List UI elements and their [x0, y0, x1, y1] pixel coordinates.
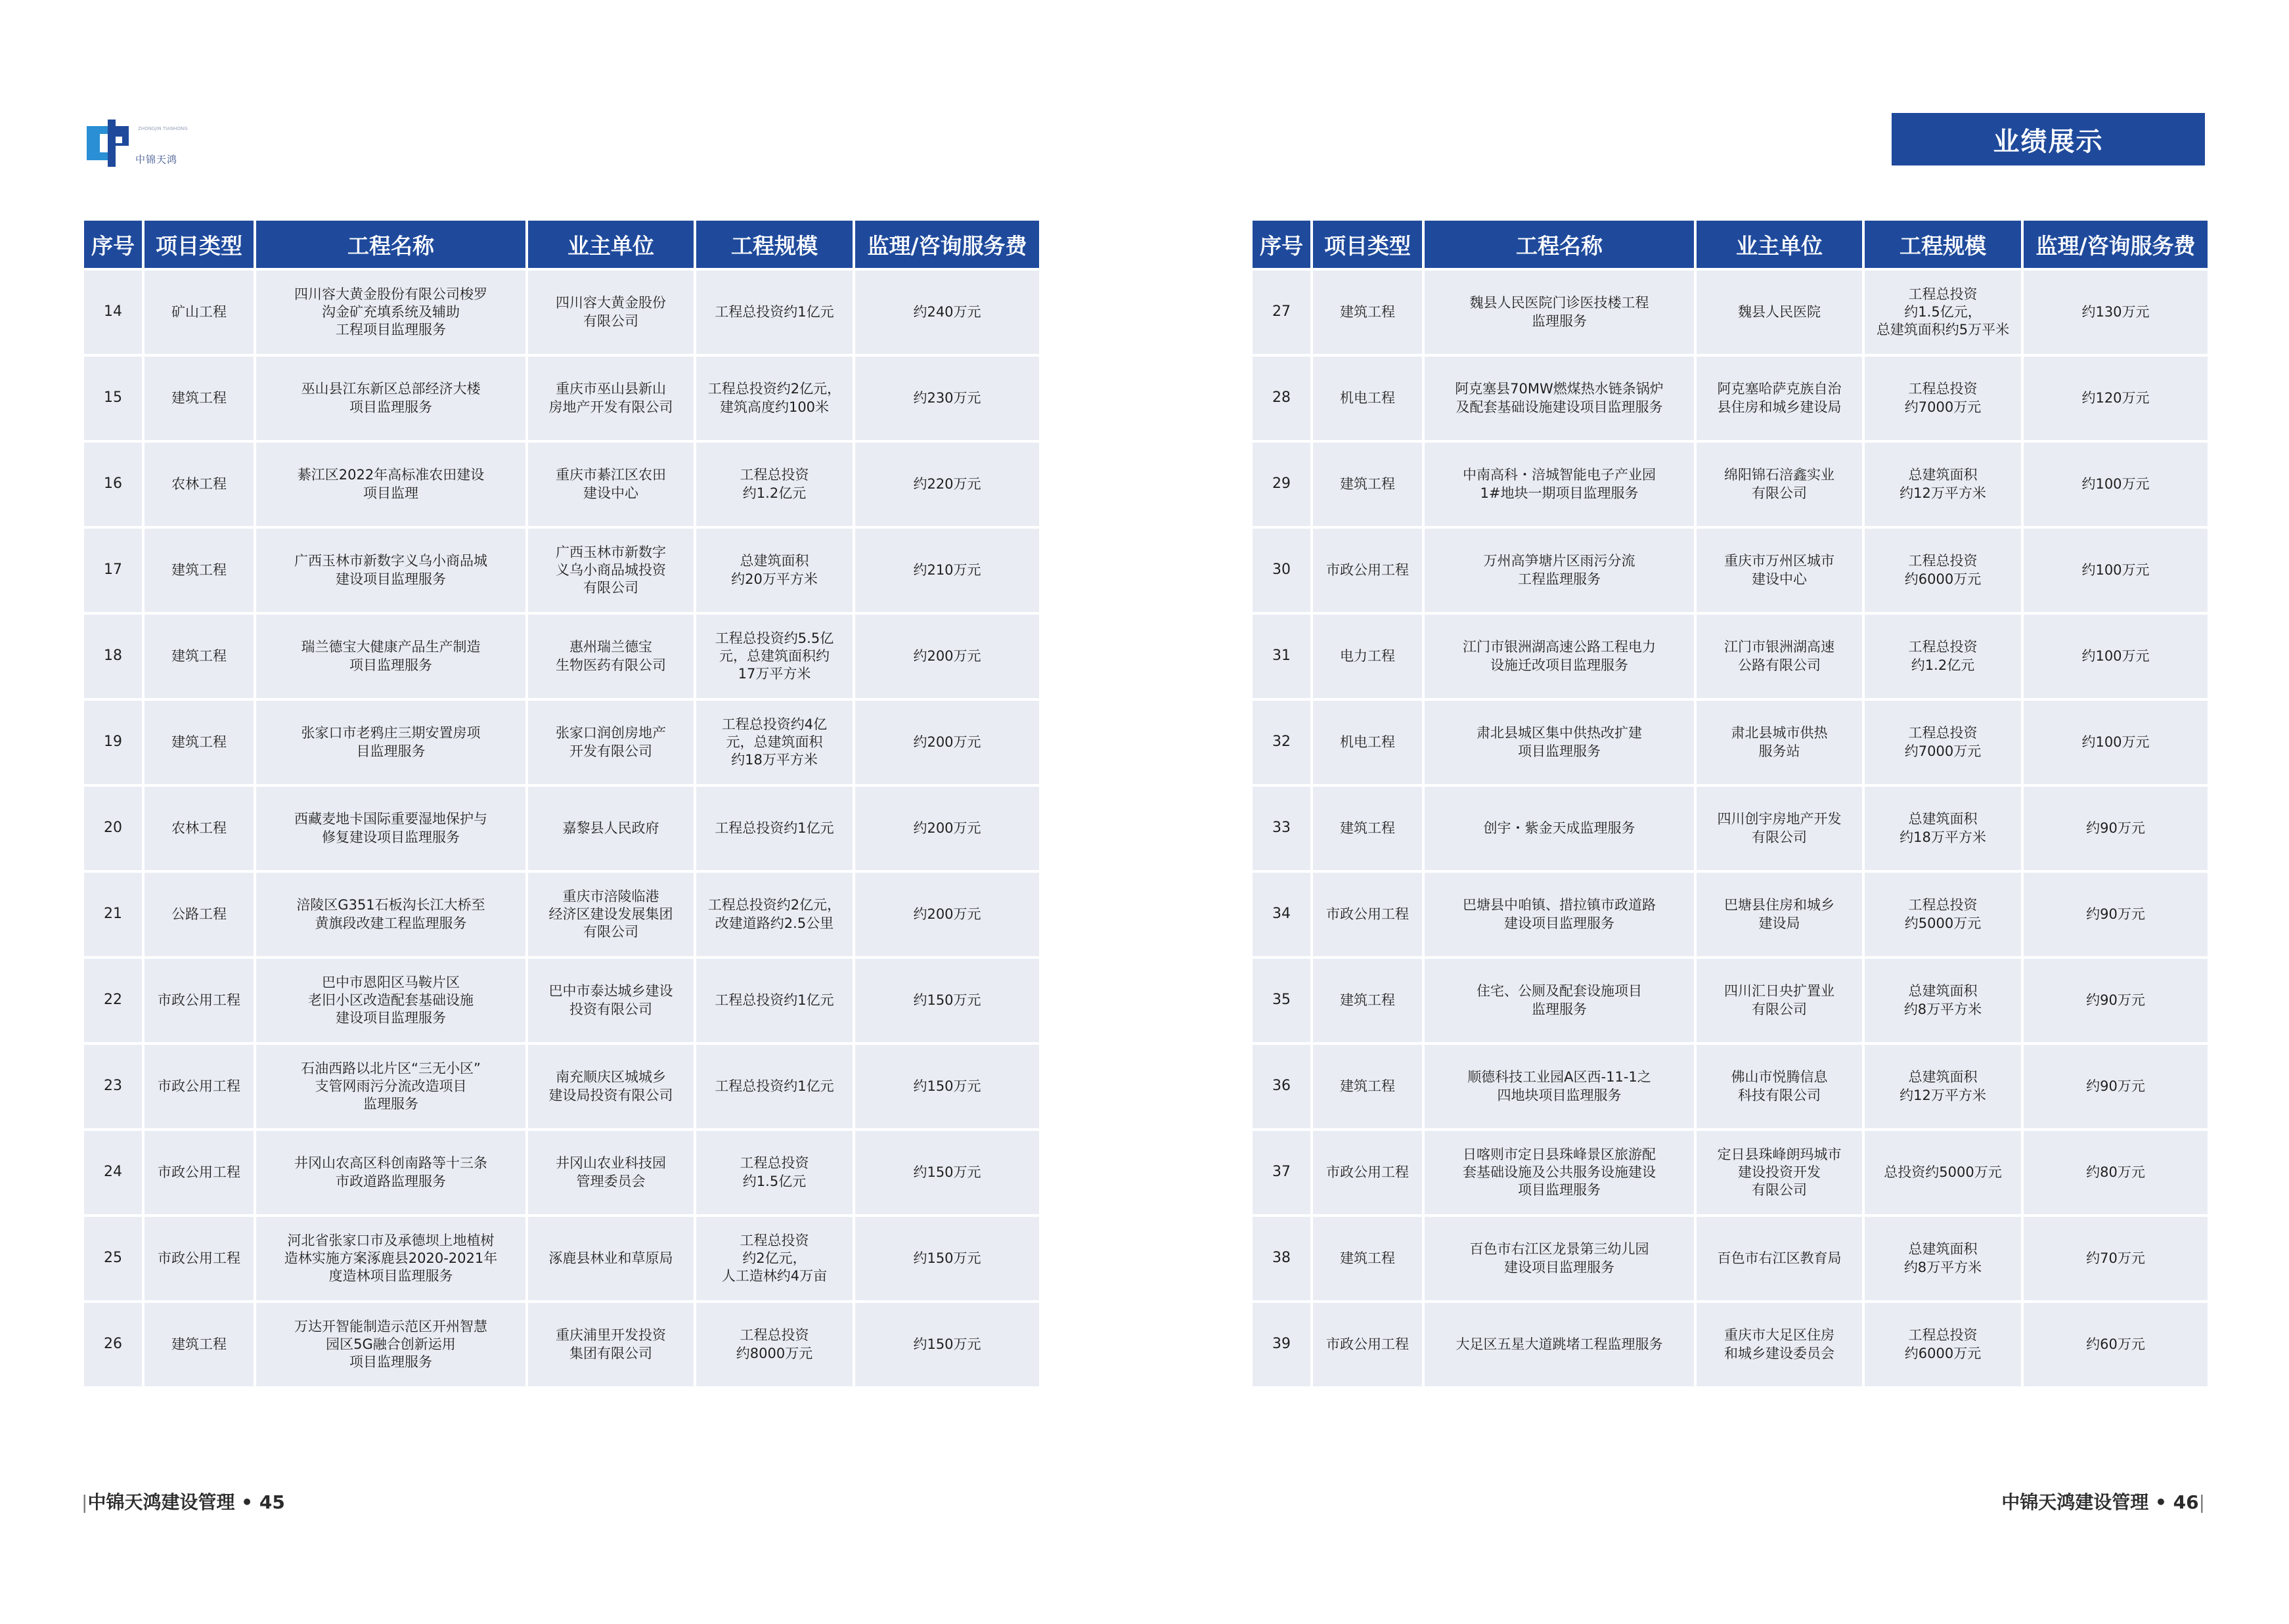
- cell-index: 19: [84, 701, 142, 784]
- cell-project-type: 建筑工程: [1313, 271, 1422, 354]
- cell-index: 23: [84, 1045, 142, 1128]
- cell-index: 27: [1253, 271, 1310, 354]
- performance-table-left: [81, 218, 1042, 1389]
- cell-fee: 约210万元: [855, 529, 1039, 612]
- cell-scale: 工程总投资约2亿元， 建筑高度约100米: [696, 357, 853, 440]
- cell-project-type: 市政公用工程: [1313, 1303, 1422, 1386]
- cell-owner: 百色市右江区教育局: [1697, 1217, 1862, 1300]
- cell-project-type: 市政公用工程: [144, 1131, 254, 1214]
- cell-scale: 工程总投资约1亿元: [696, 959, 853, 1042]
- cell-owner: 广西玉林市新数字 义乌小商品城投资 有限公司: [528, 529, 694, 612]
- cell-project-name: 顺德科技工业园A区西-11-1之 四地块项目监理服务: [1425, 1045, 1694, 1128]
- cell-index: 32: [1253, 701, 1310, 784]
- cell-scale: 工程总投资约5.5亿 元，总建筑面积约 17万平方米: [696, 615, 853, 698]
- cell-project-name: 大足区五星大道跳堵工程监理服务: [1425, 1303, 1694, 1386]
- table-row: [84, 1131, 1039, 1214]
- cell-fee: 约100万元: [2024, 443, 2208, 526]
- cell-owner: 巴中市泰达城乡建设 投资有限公司: [528, 959, 694, 1042]
- cell-scale: 工程总投资 约6000万元: [1865, 1303, 2021, 1386]
- table-row: [1253, 1303, 2208, 1386]
- cell-project-type: 机电工程: [1313, 357, 1422, 440]
- cell-index: 15: [84, 357, 142, 440]
- cell-index: 17: [84, 529, 142, 612]
- cell-project-name: 住宅、公厕及配套设施项目 监理服务: [1425, 959, 1694, 1042]
- table-row: [84, 357, 1039, 440]
- cell-scale: 工程总投资约1亿元: [696, 271, 853, 354]
- table-row: [84, 1045, 1039, 1128]
- cell-index: 16: [84, 443, 142, 526]
- cell-project-name: 巴中市恩阳区马鞍片区 老旧小区改造配套基础设施 建设项目监理服务: [256, 959, 525, 1042]
- cell-owner: 重庆市涪陵临港 经济区建设发展集团 有限公司: [528, 873, 694, 956]
- footer-page-label-45: 中锦天鸿建设管理 • 45: [87, 1491, 285, 1513]
- cell-scale: 工程总投资 约1.2亿元: [696, 443, 853, 526]
- table-body: [84, 271, 1039, 1386]
- cell-fee: 约200万元: [855, 873, 1039, 956]
- table-row: [1253, 873, 2208, 956]
- table-row: [84, 529, 1039, 612]
- column-header: 工程名称: [1425, 221, 1694, 268]
- cell-fee: 约120万元: [2024, 357, 2208, 440]
- cell-owner: 惠州瑞兰德宝 生物医药有限公司: [528, 615, 694, 698]
- cell-fee: 约100万元: [2024, 701, 2208, 784]
- cell-project-type: 市政公用工程: [1313, 1131, 1422, 1214]
- column-header: 工程规模: [696, 221, 853, 268]
- cell-project-type: 机电工程: [1313, 701, 1422, 784]
- cell-project-type: 建筑工程: [144, 615, 254, 698]
- table-row: [1253, 529, 2208, 612]
- cell-scale: 总建筑面积 约12万平方米: [1865, 1045, 2021, 1128]
- cell-project-type: 建筑工程: [1313, 959, 1422, 1042]
- table-row: [84, 1303, 1039, 1386]
- cell-owner: 肃北县城市供热 服务站: [1697, 701, 1862, 784]
- table-row: [84, 787, 1039, 870]
- cell-project-type: 建筑工程: [1313, 787, 1422, 870]
- column-header: 工程规模: [1865, 221, 2021, 268]
- cell-owner: 张家口润创房地产 开发有限公司: [528, 701, 694, 784]
- footer-divider: |: [2198, 1491, 2205, 1513]
- cell-project-name: 中南高科・涪城智能电子产业园 1#地块一期项目监理服务: [1425, 443, 1694, 526]
- cell-project-name: 张家口市老鸦庄三期安置房项 目监理服务: [256, 701, 525, 784]
- cell-project-name: 井冈山农高区科创南路等十三条 市政道路监理服务: [256, 1131, 525, 1214]
- cell-owner: 涿鹿县林业和草原局: [528, 1217, 694, 1300]
- cell-project-name: 肃北县城区集中供热改扩建 项目监理服务: [1425, 701, 1694, 784]
- cell-project-type: 建筑工程: [144, 357, 254, 440]
- table-row: [1253, 357, 2208, 440]
- cell-index: 25: [84, 1217, 142, 1300]
- cell-owner: 四川容大黄金股份 有限公司: [528, 271, 694, 354]
- cell-project-name: 百色市右江区龙景第三幼儿园 建设项目监理服务: [1425, 1217, 1694, 1300]
- table-row: [1253, 1217, 2208, 1300]
- cell-project-name: 瑞兰德宝大健康产品生产制造 项目监理服务: [256, 615, 525, 698]
- table-row: [1253, 787, 2208, 870]
- cell-owner: 重庆市綦江区农田 建设中心: [528, 443, 694, 526]
- cell-scale: 工程总投资 约7000万元: [1865, 357, 2021, 440]
- cell-project-name: 魏县人民医院门诊医技楼工程 监理服务: [1425, 271, 1694, 354]
- cell-fee: 约60万元: [2024, 1303, 2208, 1386]
- cell-index: 26: [84, 1303, 142, 1386]
- footer-divider: |: [81, 1491, 88, 1513]
- table-row: [1253, 1131, 2208, 1214]
- cell-project-name: 巫山县江东新区总部经济大楼 项目监理服务: [256, 357, 525, 440]
- cell-index: 39: [1253, 1303, 1310, 1386]
- cell-scale: 工程总投资约1亿元: [696, 787, 853, 870]
- cell-owner: 四川汇日央扩置业 有限公司: [1697, 959, 1862, 1042]
- company-logo-icon: [84, 117, 137, 169]
- cell-project-type: 建筑工程: [1313, 1217, 1422, 1300]
- cell-project-type: 建筑工程: [1313, 1045, 1422, 1128]
- logo-text: 中锦天鸿: [135, 154, 178, 165]
- cell-project-type: 农林工程: [144, 787, 254, 870]
- table-row: [1253, 701, 2208, 784]
- cell-project-name: 阿克塞县70MW燃煤热水链条锅炉 及配套基础设施建设项目监理服务: [1425, 357, 1694, 440]
- cell-project-type: 市政公用工程: [1313, 873, 1422, 956]
- cell-scale: 工程总投资 约6000万元: [1865, 529, 2021, 612]
- cell-project-type: 市政公用工程: [144, 1217, 254, 1300]
- table-header: [1253, 221, 2208, 268]
- cell-fee: 约220万元: [855, 443, 1039, 526]
- cell-fee: 约240万元: [855, 271, 1039, 354]
- cell-project-type: 农林工程: [144, 443, 254, 526]
- cell-scale: 总建筑面积 约12万平方米: [1865, 443, 2021, 526]
- cell-fee: 约100万元: [2024, 529, 2208, 612]
- cell-fee: 约200万元: [855, 701, 1039, 784]
- table-row: [1253, 271, 2208, 354]
- cell-owner: 重庆市大足区住房 和城乡建设委员会: [1697, 1303, 1862, 1386]
- cell-project-type: 建筑工程: [144, 1303, 254, 1386]
- column-header: 业主单位: [528, 221, 694, 268]
- cell-project-type: 市政公用工程: [144, 959, 254, 1042]
- cell-project-name: 西藏麦地卡国际重要湿地保护与 修复建设项目监理服务: [256, 787, 525, 870]
- table-row: [84, 443, 1039, 526]
- footer-page-label-46: 中锦天鸿建设管理 • 46: [2001, 1491, 2199, 1513]
- cell-project-name: 江门市银洲湖高速公路工程电力 设施迁改项目监理服务: [1425, 615, 1694, 698]
- cell-index: 37: [1253, 1131, 1310, 1214]
- column-header: 业主单位: [1697, 221, 1862, 268]
- cell-scale: 总建筑面积 约8万平方米: [1865, 1217, 2021, 1300]
- cell-owner: 重庆市万州区城市 建设中心: [1697, 529, 1862, 612]
- cell-fee: 约70万元: [2024, 1217, 2208, 1300]
- table-header: [84, 221, 1039, 268]
- cell-index: 22: [84, 959, 142, 1042]
- table-row: [84, 701, 1039, 784]
- cell-project-name: 綦江区2022年高标准农田建设 项目监理: [256, 443, 525, 526]
- cell-index: 33: [1253, 787, 1310, 870]
- cell-owner: 阿克塞哈萨克族自治 县住房和城乡建设局: [1697, 357, 1862, 440]
- cell-project-type: 市政公用工程: [1313, 529, 1422, 612]
- cell-scale: 工程总投资 约2亿元， 人工造林约4万亩: [696, 1217, 853, 1300]
- table-row: [84, 959, 1039, 1042]
- cell-index: 20: [84, 787, 142, 870]
- cell-index: 30: [1253, 529, 1310, 612]
- cell-fee: 约150万元: [855, 1045, 1039, 1128]
- cell-scale: 总投资约5000万元: [1865, 1131, 2021, 1214]
- cell-project-name: 涪陵区G351石板沟长江大桥至 黄旗段改建工程监理服务: [256, 873, 525, 956]
- cell-fee: 约90万元: [2024, 873, 2208, 956]
- cell-index: 28: [1253, 357, 1310, 440]
- cell-scale: 工程总投资约1亿元: [696, 1045, 853, 1128]
- cell-index: 35: [1253, 959, 1310, 1042]
- cell-project-name: 万达开智能制造示范区开州智慧 园区5G融合创新运用 项目监理服务: [256, 1303, 525, 1386]
- table-body: [1253, 271, 2208, 1386]
- cell-project-type: 市政公用工程: [144, 1045, 254, 1128]
- cell-fee: 约150万元: [855, 1217, 1039, 1300]
- cell-index: 18: [84, 615, 142, 698]
- column-header: 监理/咨询服务费: [2024, 221, 2208, 268]
- cell-project-type: 建筑工程: [144, 529, 254, 612]
- cell-scale: 总建筑面积 约8万平方米: [1865, 959, 2021, 1042]
- cell-fee: 约150万元: [855, 959, 1039, 1042]
- cell-fee: 约90万元: [2024, 959, 2208, 1042]
- cell-fee: 约80万元: [2024, 1131, 2208, 1214]
- cell-owner: 四川创宇房地产开发 有限公司: [1697, 787, 1862, 870]
- cell-owner: 定日县珠峰朗玛城市 建设投资开发 有限公司: [1697, 1131, 1862, 1214]
- cell-project-name: 石油西路以北片区“三无小区” 支管网雨污分流改造项目 监理服务: [256, 1045, 525, 1128]
- cell-scale: 工程总投资约2亿元， 改建道路约2.5公里: [696, 873, 853, 956]
- cell-scale: 工程总投资 约5000万元: [1865, 873, 2021, 956]
- cell-scale: 总建筑面积 约18万平方米: [1865, 787, 2021, 870]
- cell-fee: 约150万元: [855, 1303, 1039, 1386]
- cell-project-name: 创宇・紫金天成监理服务: [1425, 787, 1694, 870]
- cell-project-type: 建筑工程: [1313, 443, 1422, 526]
- logo-text-en: ZHONGJIN TIANHONG: [138, 126, 188, 131]
- cell-index: 14: [84, 271, 142, 354]
- cell-owner: 巴塘县住房和城乡 建设局: [1697, 873, 1862, 956]
- page-footer-left: [81, 1488, 285, 1514]
- cell-fee: 约150万元: [855, 1131, 1039, 1214]
- cell-owner: 南充顺庆区城城乡 建设局投资有限公司: [528, 1045, 694, 1128]
- cell-fee: 约100万元: [2024, 615, 2208, 698]
- table-row: [84, 271, 1039, 354]
- cell-owner: 嘉黎县人民政府: [528, 787, 694, 870]
- cell-index: 21: [84, 873, 142, 956]
- cell-index: 24: [84, 1131, 142, 1214]
- performance-table-right: [1250, 218, 2210, 1389]
- cell-scale: 工程总投资 约8000万元: [696, 1303, 853, 1386]
- cell-project-type: 公路工程: [144, 873, 254, 956]
- column-header: 项目类型: [1313, 221, 1422, 268]
- cell-project-name: 广西玉林市新数字义乌小商品城 建设项目监理服务: [256, 529, 525, 612]
- section-title-banner: 业绩展示: [1892, 113, 2205, 165]
- cell-project-name: 万州高笋塘片区雨污分流 工程监理服务: [1425, 529, 1694, 612]
- cell-index: 31: [1253, 615, 1310, 698]
- table-row: [1253, 615, 2208, 698]
- cell-index: 38: [1253, 1217, 1310, 1300]
- cell-project-name: 河北省张家口市及承德坝上地植树 造林实施方案涿鹿县2020-2021年 度造林项目监理服务: [256, 1217, 525, 1300]
- cell-fee: 约90万元: [2024, 1045, 2208, 1128]
- cell-project-type: 建筑工程: [144, 701, 254, 784]
- cell-project-type: 矿山工程: [144, 271, 254, 354]
- cell-scale: 工程总投资 约1.5亿元: [696, 1131, 853, 1214]
- column-header: 序号: [84, 221, 142, 268]
- cell-fee: 约130万元: [2024, 271, 2208, 354]
- cell-fee: 约200万元: [855, 615, 1039, 698]
- cell-project-name: 日喀则市定日县珠峰景区旅游配 套基础设施及公共服务设施建设 项目监理服务: [1425, 1131, 1694, 1214]
- table-row: [84, 615, 1039, 698]
- column-header: 序号: [1253, 221, 1310, 268]
- table-row: [1253, 959, 2208, 1042]
- cell-index: 29: [1253, 443, 1310, 526]
- cell-fee: 约200万元: [855, 787, 1039, 870]
- column-header: 监理/咨询服务费: [855, 221, 1039, 268]
- cell-project-type: 电力工程: [1313, 615, 1422, 698]
- cell-owner: 井冈山农业科技园 管理委员会: [528, 1131, 694, 1214]
- cell-owner: 江门市银洲湖高速 公路有限公司: [1697, 615, 1862, 698]
- cell-project-name: 巴塘县中咱镇、措拉镇市政道路 建设项目监理服务: [1425, 873, 1694, 956]
- column-header: 项目类型: [144, 221, 254, 268]
- cell-index: 34: [1253, 873, 1310, 956]
- table-row: [84, 1217, 1039, 1300]
- cell-scale: 总建筑面积 约20万平方米: [696, 529, 853, 612]
- cell-owner: 魏县人民医院: [1697, 271, 1862, 354]
- cell-scale: 工程总投资约4亿 元，总建筑面积 约18万平方米: [696, 701, 853, 784]
- company-logo: [84, 112, 189, 171]
- cell-scale: 工程总投资 约7000万元: [1865, 701, 2021, 784]
- cell-fee: 约90万元: [2024, 787, 2208, 870]
- page-footer-right: [2001, 1488, 2205, 1514]
- cell-owner: 绵阳锦石涪鑫实业 有限公司: [1697, 443, 1862, 526]
- cell-scale: 工程总投资 约1.5亿元， 总建筑面积约5万平米: [1865, 271, 2021, 354]
- cell-owner: 重庆浦里开发投资 集团有限公司: [528, 1303, 694, 1386]
- cell-fee: 约230万元: [855, 357, 1039, 440]
- table-row: [1253, 1045, 2208, 1128]
- cell-project-name: 四川容大黄金股份有限公司梭罗 沟金矿充填系统及辅助 工程项目监理服务: [256, 271, 525, 354]
- column-header: 工程名称: [256, 221, 525, 268]
- cell-scale: 工程总投资 约1.2亿元: [1865, 615, 2021, 698]
- cell-index: 36: [1253, 1045, 1310, 1128]
- table-row: [84, 873, 1039, 956]
- cell-owner: 重庆市巫山县新山 房地产开发有限公司: [528, 357, 694, 440]
- cell-owner: 佛山市悦腾信息 科技有限公司: [1697, 1045, 1862, 1128]
- table-row: [1253, 443, 2208, 526]
